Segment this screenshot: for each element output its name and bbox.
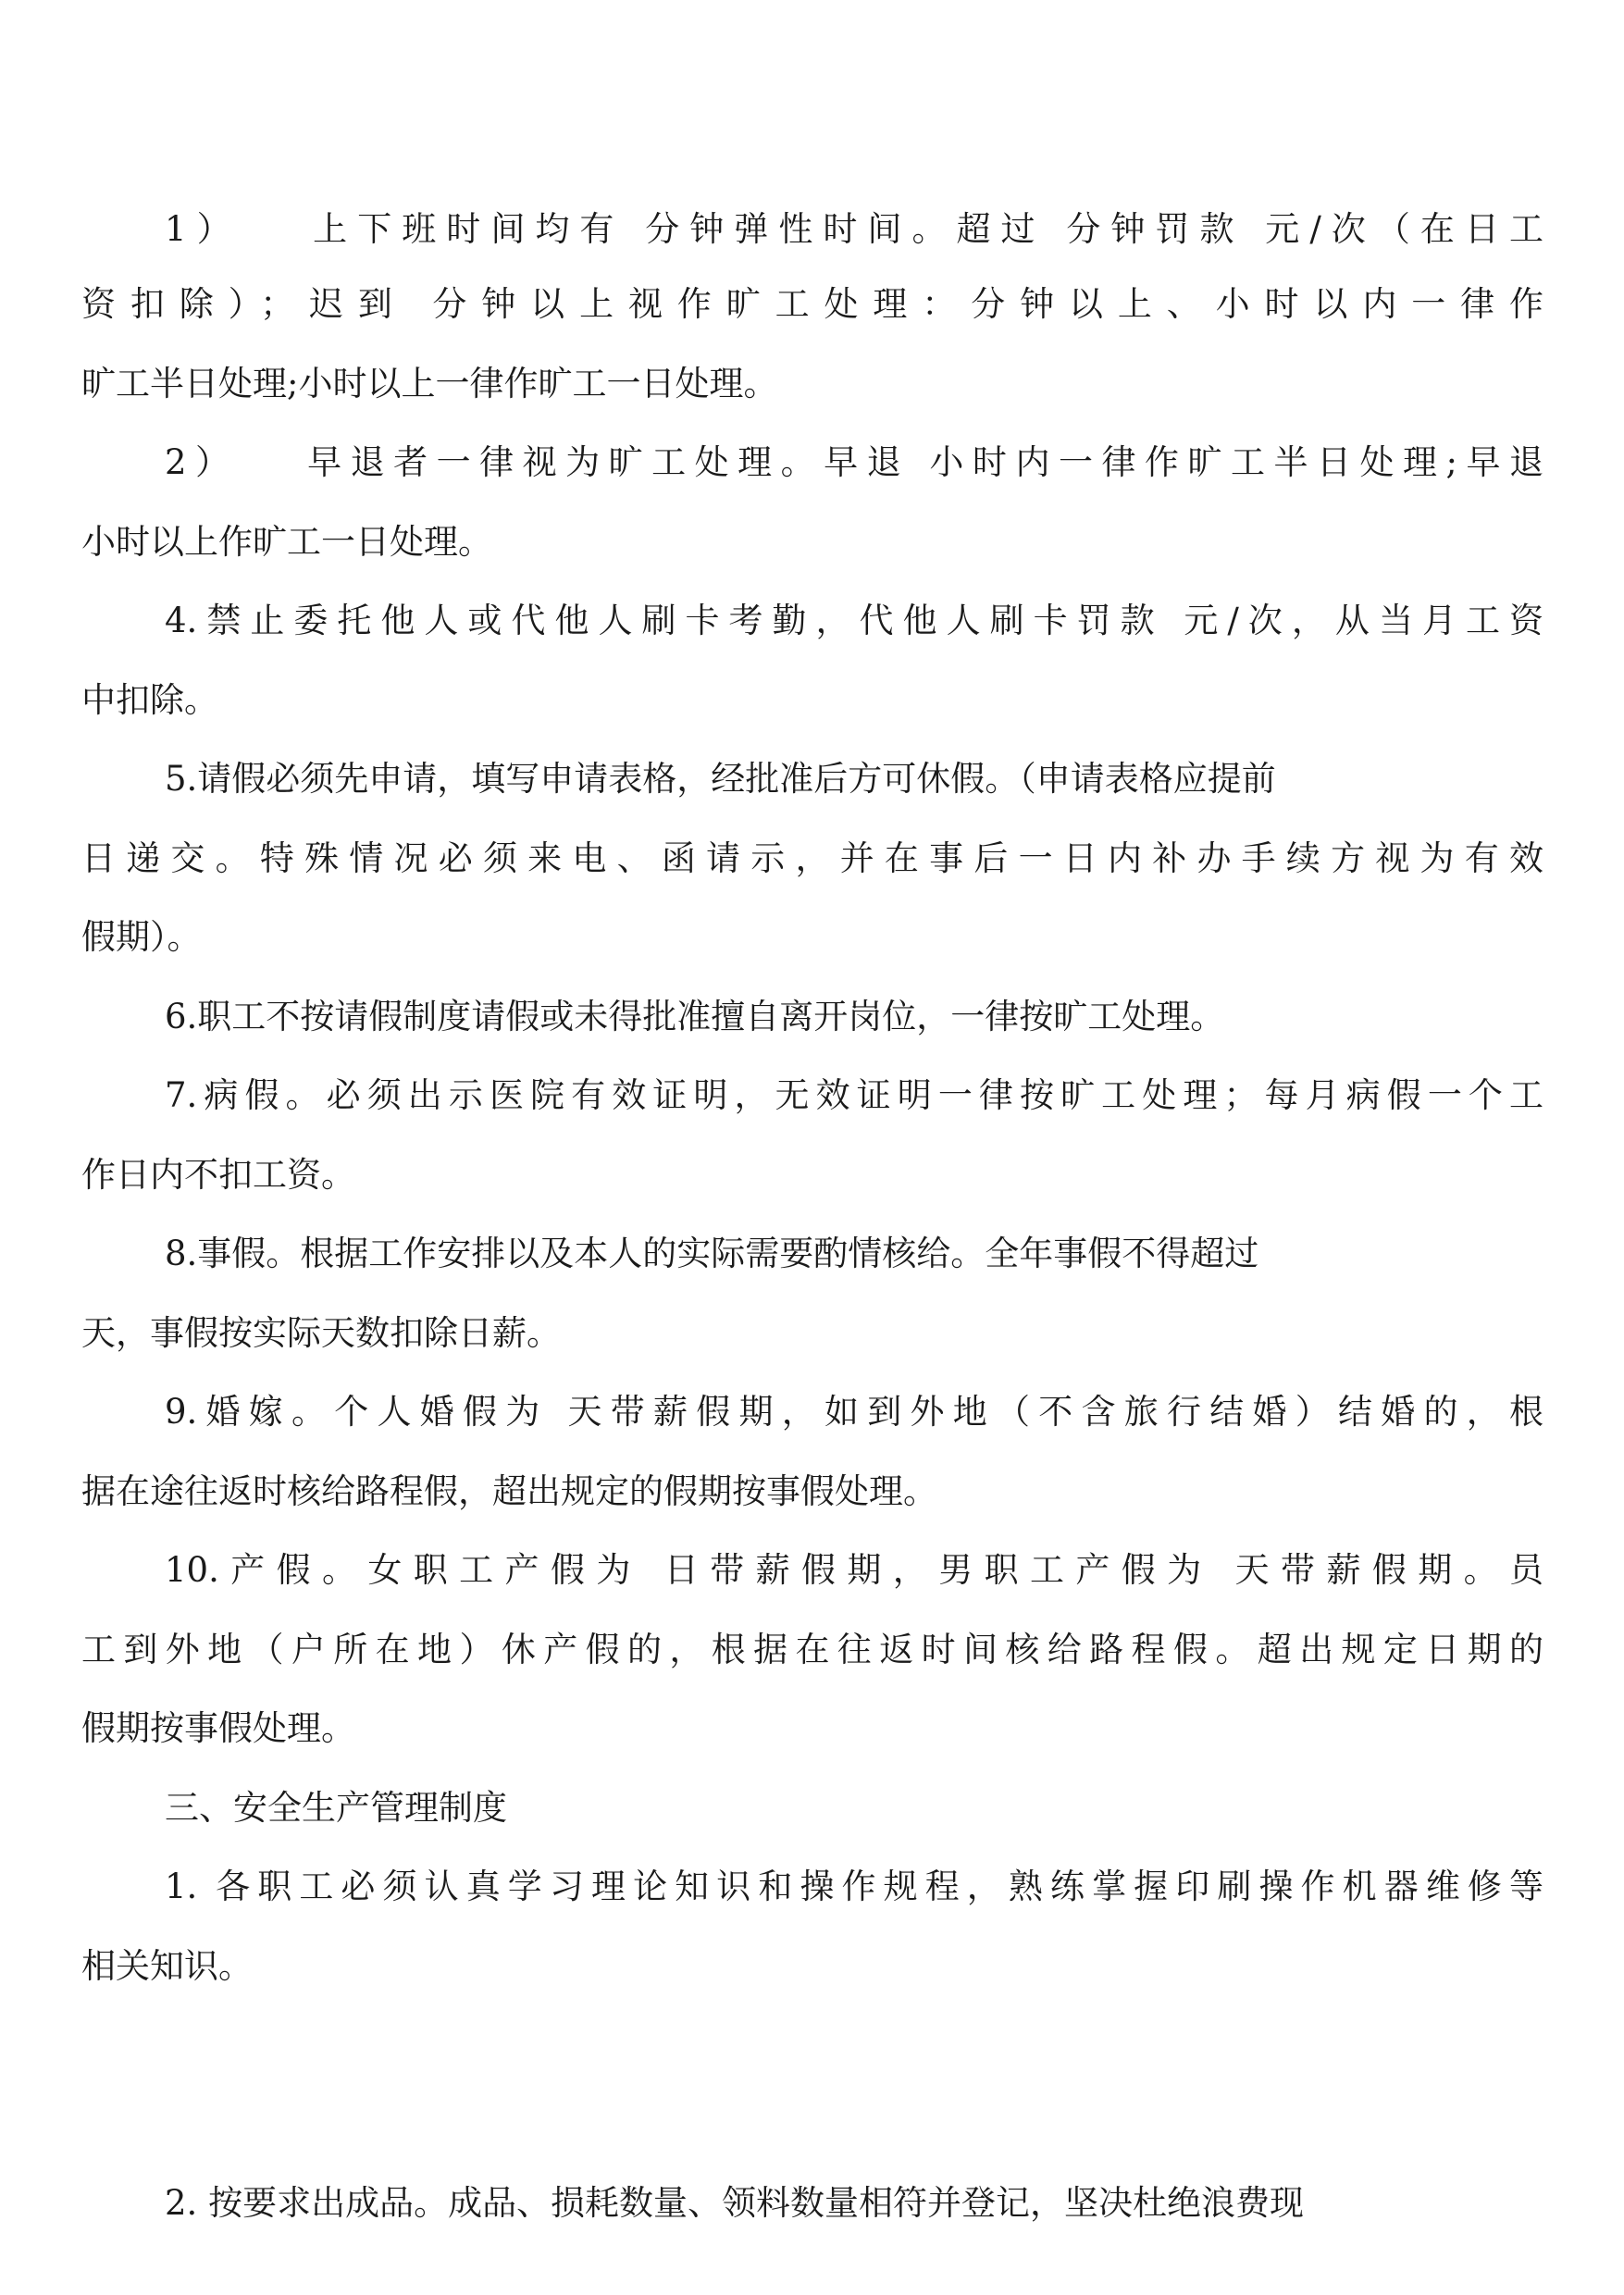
text-line: 10.产假。女职工产假为 日带薪假期，男职工产假为 天带薪假期。员 <box>165 1550 1543 1590</box>
text-line: 2. 按要求出成品。成品、损耗数量、领料数量相符并登记，坚决杜绝浪费现 <box>165 2183 1305 2223</box>
text-line: 8.事假。根据工作安排以及本人的实际需要酌情核给。全年事假不得超过 <box>165 1234 1259 1273</box>
text-line: 小时以上作旷工一日处理。 <box>81 522 492 562</box>
text-line: 5.请假必须先申请，填写申请表格，经批准后方可休假。（申请表格应提前 <box>165 759 1276 799</box>
text-line: 6.职工不按请假制度请假或未得批准擅自离开岗位，一律按旷工处理。 <box>165 997 1225 1036</box>
text-line: 资扣除）；迟到 分钟以上视作旷工处理：分钟以上、小时以内一律作 <box>81 284 1543 324</box>
text-line: 9.婚嫁。个人婚假为 天带薪假期，如到外地（不含旅行结婚）结婚的，根 <box>165 1392 1543 1432</box>
text-line: 1） 上下班时间均有 分钟弹性时间。超过 分钟罚款 元/次（在日工 <box>165 209 1543 249</box>
text-line: 天，事假按实际天数扣除日薪。 <box>81 1313 561 1353</box>
text-line: 2） 早退者一律视为旷工处理。早退 小时内一律作旷工半日处理;早退 <box>165 442 1543 482</box>
text-line: 4.禁止委托他人或代他人刷卡考勤，代他人刷卡罚款 元/次，从当月工资 <box>165 601 1543 640</box>
text-line: 假期）。 <box>81 917 202 957</box>
text-line: 相关知识。 <box>81 1946 253 1986</box>
text-line: 日递交。特殊情况必须来电、函请示，并在事后一日内补办手续方视为有效 <box>81 838 1543 878</box>
text-line: 据在途往返时核给路程假，超出规定的假期按事假处理。 <box>81 1471 937 1511</box>
section-heading: 三、安全生产管理制度 <box>165 1788 507 1828</box>
text-line: 1. 各职工必须认真学习理论知识和操作规程，熟练掌握印刷操作机器维修等 <box>165 1867 1543 1906</box>
text-line: 作日内不扣工资。 <box>81 1155 355 1195</box>
text-line: 假期按事假处理。 <box>81 1708 355 1748</box>
text-line: 中扣除。 <box>81 680 218 720</box>
text-line: 7.病假。必须出示医院有效证明，无效证明一律按旷工处理；每月病假一个工 <box>165 1075 1543 1115</box>
text-line: 旷工半日处理;小时以上一律作旷工一日处理。 <box>81 364 778 403</box>
text-line: 工到外地（户所在地）休产假的，根据在往返时间核给路程假。超出规定日期的 <box>81 1630 1543 1669</box>
